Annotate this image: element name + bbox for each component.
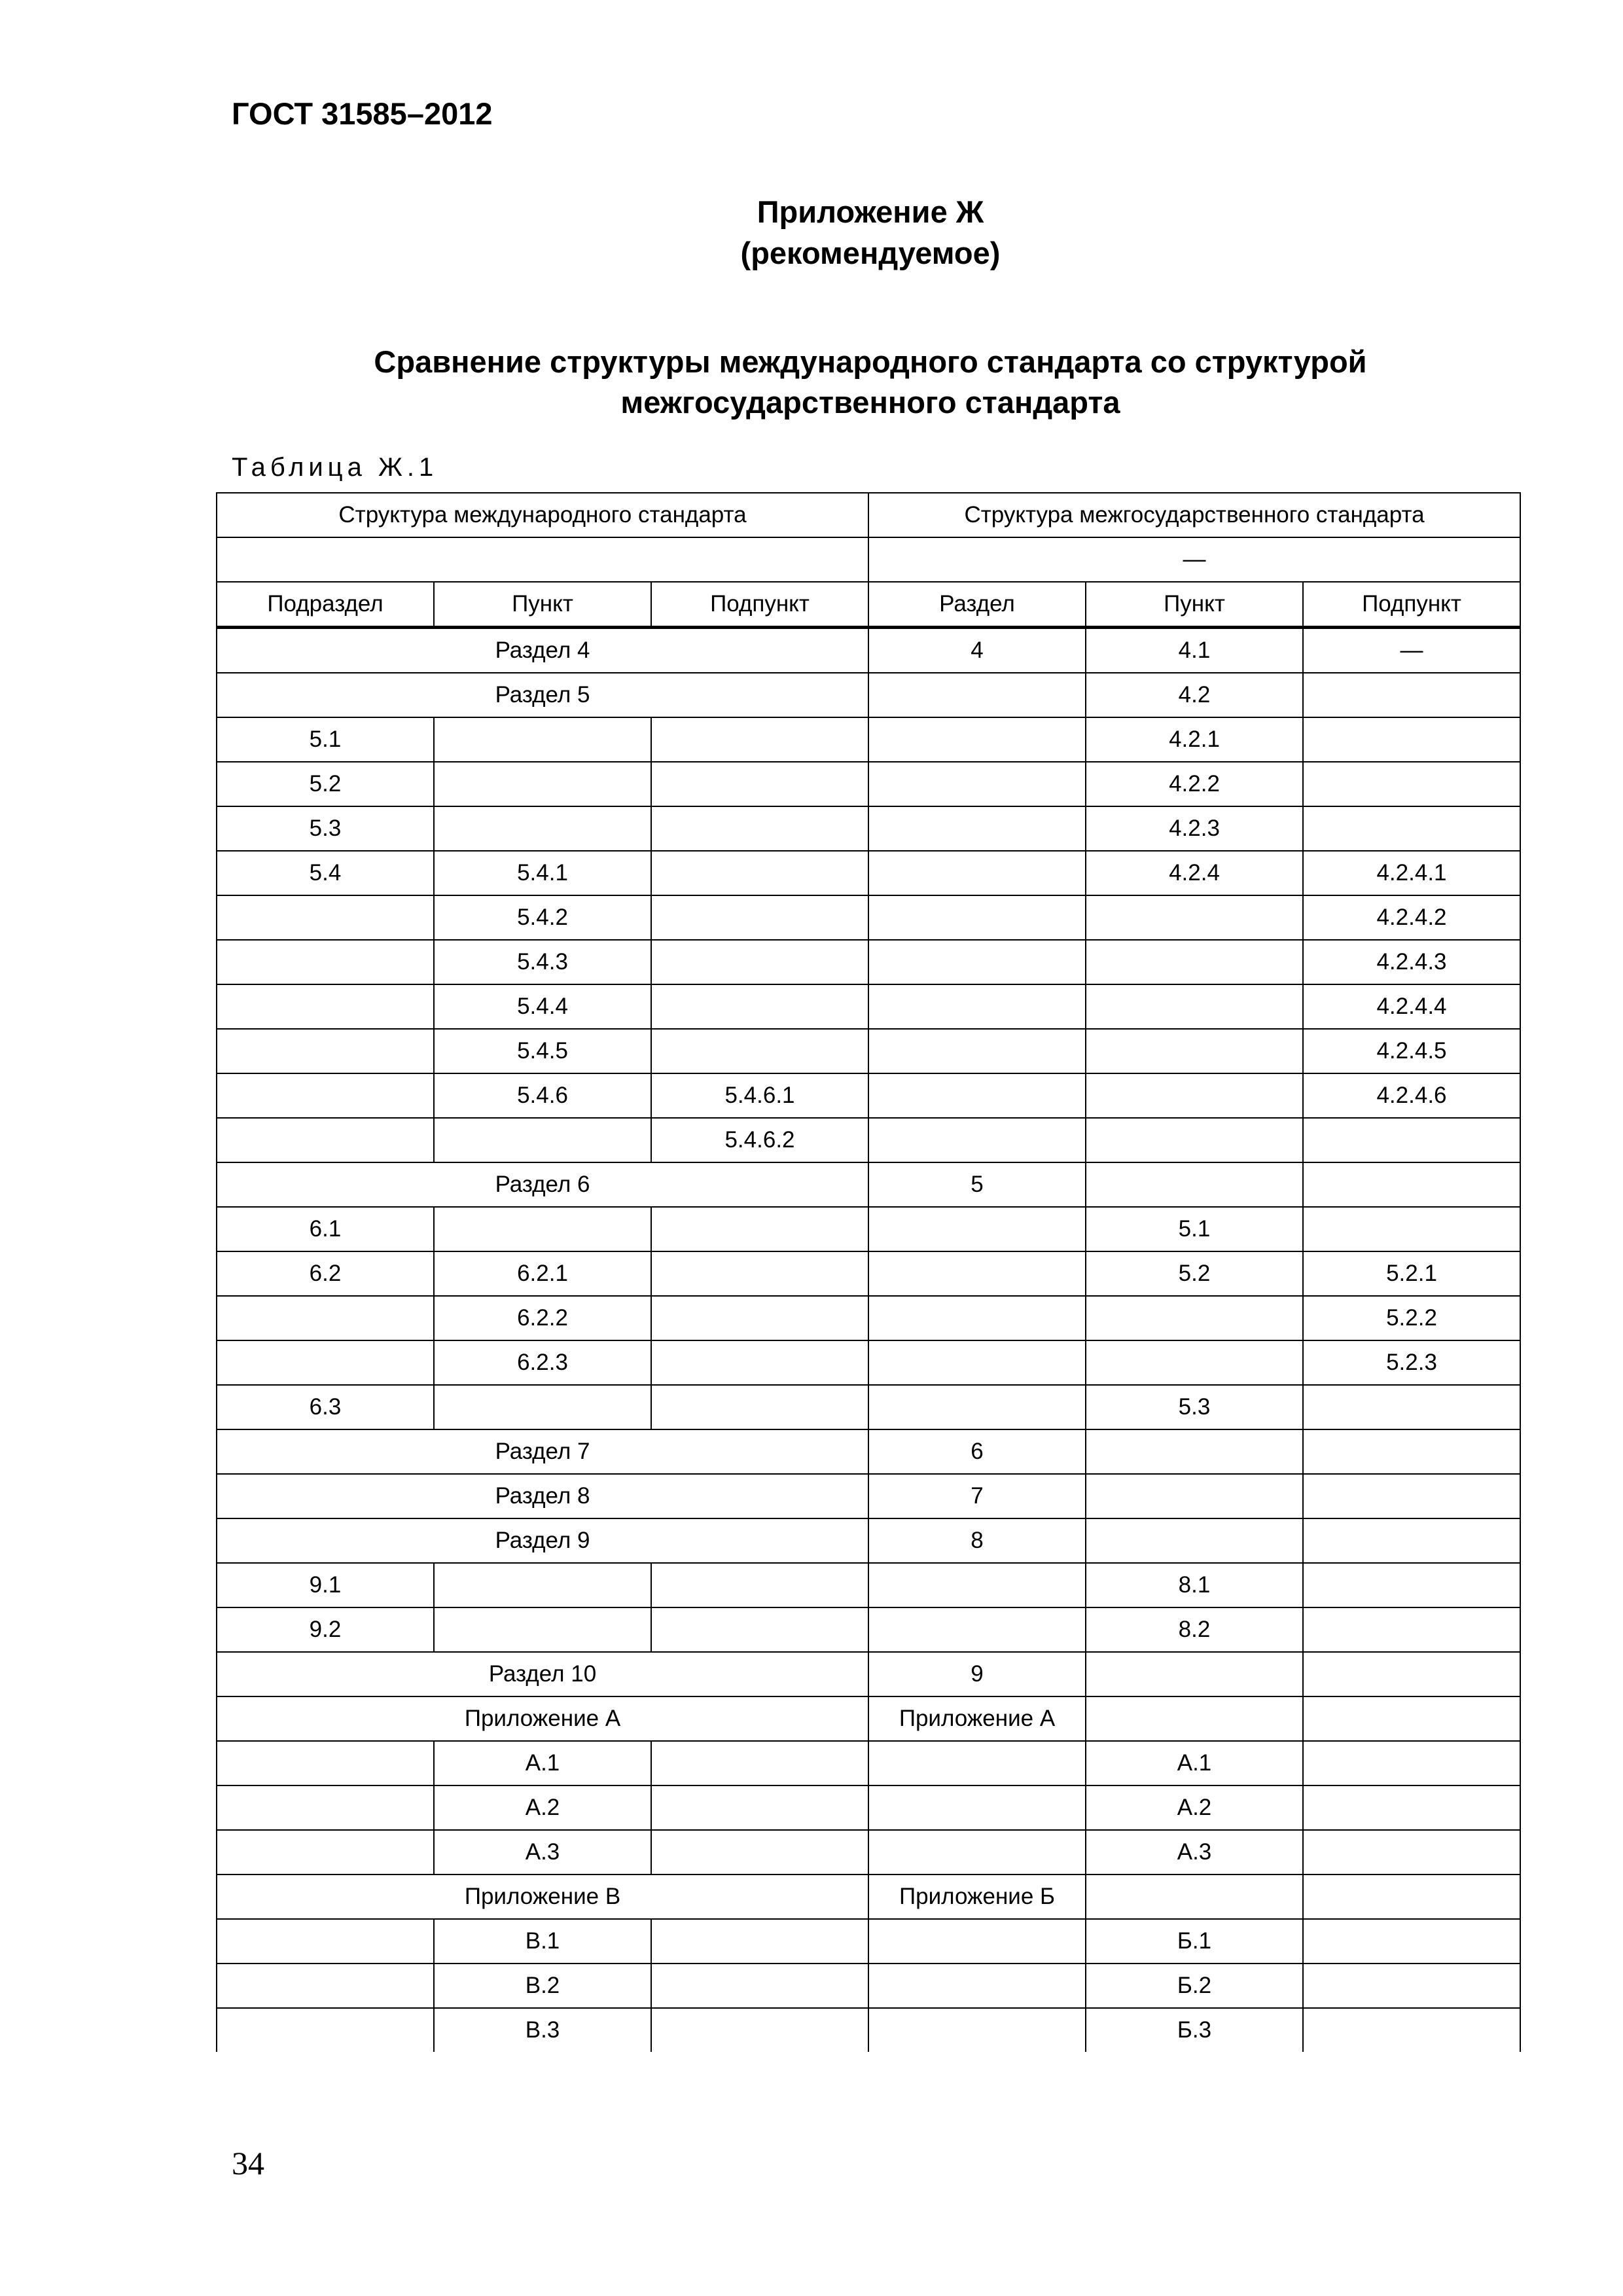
table-cell xyxy=(1303,1874,1520,1919)
table-body xyxy=(217,628,1520,2053)
table-cell: 5.1 xyxy=(217,717,434,762)
international-section-cell: Раздел 6 xyxy=(217,1162,868,1207)
table-cell: 6.2.2 xyxy=(434,1296,651,1340)
table-cell: 8.1 xyxy=(1086,1563,1303,1607)
table-row xyxy=(217,1919,1520,1964)
table-cell xyxy=(868,1251,1086,1296)
table-cell xyxy=(651,2008,868,2052)
table-group-header-row xyxy=(217,493,1520,537)
table-cell: 9.1 xyxy=(217,1563,434,1607)
table-cell xyxy=(868,1073,1086,1118)
table-cell: 6.1 xyxy=(217,1207,434,1251)
table-cell xyxy=(651,1741,868,1785)
table-cell: 5.4.4 xyxy=(434,984,651,1029)
table-cell: 9 xyxy=(868,1652,1086,1696)
international-section-cell: Раздел 4 xyxy=(217,628,868,673)
standard-code: ГОСТ 31585–2012 xyxy=(232,96,493,131)
table-row xyxy=(217,1830,1520,1874)
table-row xyxy=(217,1429,1520,1474)
table-cell xyxy=(1086,1118,1303,1162)
column-header: Подпункт xyxy=(651,582,868,628)
table-cell xyxy=(217,2008,434,2052)
table-cell xyxy=(1086,1296,1303,1340)
table-cell xyxy=(868,1964,1086,2008)
table-cell xyxy=(651,762,868,806)
table-cell xyxy=(434,762,651,806)
table-row xyxy=(217,1118,1520,1162)
table-cell: А.3 xyxy=(1086,1830,1303,1874)
table-cell xyxy=(217,1785,434,1830)
table-row xyxy=(217,2008,1520,2052)
table-cell: 4.2.1 xyxy=(1086,717,1303,762)
table-cell xyxy=(217,1073,434,1118)
table-cell: 6.2.1 xyxy=(434,1251,651,1296)
international-section-cell: Приложение В xyxy=(217,1874,868,1919)
table-cell xyxy=(1086,1518,1303,1563)
table-cell xyxy=(1303,1429,1520,1474)
table-cell xyxy=(1303,1785,1520,1830)
table-cell xyxy=(868,1785,1086,1830)
table-cell: 5.4.3 xyxy=(434,940,651,984)
table-cell xyxy=(434,1607,651,1652)
table-cell: — xyxy=(1303,628,1520,673)
international-section-cell: Приложение А xyxy=(217,1696,868,1741)
table-cell: 4.2.4.1 xyxy=(1303,851,1520,895)
table-cell: А.2 xyxy=(434,1785,651,1830)
table-cell xyxy=(1303,762,1520,806)
table-cell xyxy=(868,1607,1086,1652)
table-cell xyxy=(1303,1741,1520,1785)
page-number: 34 xyxy=(232,2145,264,2181)
table-cell xyxy=(1303,1652,1520,1696)
table-cell xyxy=(868,2008,1086,2052)
table-cell xyxy=(651,1785,868,1830)
table-cell xyxy=(1086,1652,1303,1696)
table-cell: 5.2.3 xyxy=(1303,1340,1520,1385)
table-cell: 5.4 xyxy=(217,851,434,895)
table-cell xyxy=(1303,1474,1520,1518)
table-row xyxy=(217,1741,1520,1785)
table-cell xyxy=(434,1563,651,1607)
table-cell xyxy=(868,940,1086,984)
table-cell xyxy=(868,1296,1086,1340)
table-cell xyxy=(1086,1340,1303,1385)
table-row xyxy=(217,1162,1520,1207)
table-cell xyxy=(1086,1429,1303,1474)
table-cell: 6.3 xyxy=(217,1385,434,1429)
table-caption: Таблица Ж.1 xyxy=(232,453,438,482)
interstate-note-cell: — xyxy=(868,537,1520,582)
table-cell xyxy=(1086,940,1303,984)
table-cell: 8.2 xyxy=(1086,1607,1303,1652)
table-cell xyxy=(651,895,868,940)
table-cell: В.3 xyxy=(434,2008,651,2052)
table-cell xyxy=(1303,1162,1520,1207)
table-cell xyxy=(434,1207,651,1251)
table-cell xyxy=(217,1296,434,1340)
table-cell: 6.2 xyxy=(217,1251,434,1296)
table-cell xyxy=(868,1340,1086,1385)
international-section-cell: Раздел 5 xyxy=(217,673,868,717)
table-cell: 5.2.2 xyxy=(1303,1296,1520,1340)
table-cell: 4.1 xyxy=(1086,628,1303,673)
table-cell: 4.2.4.3 xyxy=(1303,940,1520,984)
table-cell xyxy=(217,1340,434,1385)
table-cell xyxy=(1086,1696,1303,1741)
table-cell xyxy=(651,851,868,895)
column-header: Пункт xyxy=(434,582,651,628)
table-cell xyxy=(217,895,434,940)
structure-comparison-table xyxy=(216,492,1521,2052)
table-row xyxy=(217,1385,1520,1429)
table-cell xyxy=(217,984,434,1029)
table-row xyxy=(217,628,1520,673)
table-cell xyxy=(1086,1073,1303,1118)
table-cell: 4.2.4.6 xyxy=(1303,1073,1520,1118)
table-cell xyxy=(651,1919,868,1964)
table-cell xyxy=(651,1563,868,1607)
table-row xyxy=(217,806,1520,851)
table-cell: 5.2 xyxy=(1086,1251,1303,1296)
table-cell xyxy=(217,1741,434,1785)
table-cell xyxy=(868,895,1086,940)
table-cell xyxy=(651,984,868,1029)
table-cell: 5.2.1 xyxy=(1303,1251,1520,1296)
international-section-cell: Раздел 9 xyxy=(217,1518,868,1563)
table-cell xyxy=(651,940,868,984)
table-cell xyxy=(651,1296,868,1340)
table-cell: А.2 xyxy=(1086,1785,1303,1830)
table-cell xyxy=(651,1607,868,1652)
table-cell: 8 xyxy=(868,1518,1086,1563)
table-cell: 5.3 xyxy=(1086,1385,1303,1429)
table-cell: 4.2 xyxy=(1086,673,1303,717)
table-row xyxy=(217,1073,1520,1118)
table-cell xyxy=(1086,984,1303,1029)
table-column-header-row xyxy=(217,582,1520,628)
document-title-line-1: Сравнение структуры международного стандарта со структурой xyxy=(374,344,1367,379)
table-cell: 5.4.2 xyxy=(434,895,651,940)
table-cell xyxy=(434,806,651,851)
table-subheader-row xyxy=(217,537,1520,582)
table-cell xyxy=(868,984,1086,1029)
table-cell xyxy=(1086,1474,1303,1518)
table-cell xyxy=(868,1118,1086,1162)
table-row xyxy=(217,1607,1520,1652)
table-cell xyxy=(1303,1563,1520,1607)
table-cell: 5.4.5 xyxy=(434,1029,651,1073)
table-row xyxy=(217,1964,1520,2008)
table-row xyxy=(217,673,1520,717)
table-cell xyxy=(1303,673,1520,717)
table-row xyxy=(217,762,1520,806)
table-row xyxy=(217,1696,1520,1741)
table-cell: 5.4.1 xyxy=(434,851,651,895)
table-cell xyxy=(1086,1874,1303,1919)
table-cell xyxy=(868,1563,1086,1607)
table-row xyxy=(217,1874,1520,1919)
table-cell xyxy=(868,762,1086,806)
interstate-structure-header: Структура межгосударственного стандарта xyxy=(868,493,1520,537)
international-section-cell: Раздел 10 xyxy=(217,1652,868,1696)
table-cell xyxy=(868,1207,1086,1251)
table-cell xyxy=(434,717,651,762)
table-row xyxy=(217,1518,1520,1563)
table-cell: 5.4.6.2 xyxy=(651,1118,868,1162)
table-cell: 6.2.3 xyxy=(434,1340,651,1385)
table-cell: В.1 xyxy=(434,1919,651,1964)
table-row xyxy=(217,1563,1520,1607)
table-cell: 4.2.4.2 xyxy=(1303,895,1520,940)
table-cell xyxy=(434,1118,651,1162)
table-cell: 6 xyxy=(868,1429,1086,1474)
table-cell xyxy=(1303,806,1520,851)
table-cell xyxy=(1303,1964,1520,2008)
table-cell xyxy=(1303,717,1520,762)
table-cell xyxy=(868,717,1086,762)
table-cell: 5.3 xyxy=(217,806,434,851)
table-cell xyxy=(651,717,868,762)
table-cell xyxy=(868,1830,1086,1874)
document-title-line-2: межгосударственного стандарта xyxy=(620,385,1120,420)
table-cell xyxy=(651,1385,868,1429)
appendix-subtitle: (рекомендуемое) xyxy=(740,236,1001,270)
table-cell xyxy=(217,1964,434,2008)
table-cell xyxy=(651,1029,868,1073)
table-cell: 9.2 xyxy=(217,1607,434,1652)
table-cell xyxy=(1086,1029,1303,1073)
table-cell xyxy=(868,1385,1086,1429)
table-cell: 5.2 xyxy=(217,762,434,806)
table-cell: 4 xyxy=(868,628,1086,673)
table-cell xyxy=(868,673,1086,717)
table-cell xyxy=(217,1830,434,1874)
table-cell: Б.3 xyxy=(1086,2008,1303,2052)
table-cell: 4.2.4.4 xyxy=(1303,984,1520,1029)
table-cell: А.3 xyxy=(434,1830,651,1874)
table-cell xyxy=(868,1741,1086,1785)
table-row xyxy=(217,940,1520,984)
table-cell xyxy=(1303,1118,1520,1162)
table-row xyxy=(217,984,1520,1029)
table-cell: Приложение Б xyxy=(868,1874,1086,1919)
table-cell: 5.4.6.1 xyxy=(651,1073,868,1118)
table-cell: 5.1 xyxy=(1086,1207,1303,1251)
table-cell: 4.2.3 xyxy=(1086,806,1303,851)
table-cell: 5.4.6 xyxy=(434,1073,651,1118)
table-cell xyxy=(651,1251,868,1296)
table-row xyxy=(217,1474,1520,1518)
column-header: Подраздел xyxy=(217,582,434,628)
table-cell xyxy=(868,806,1086,851)
table-cell xyxy=(1086,895,1303,940)
table-cell xyxy=(1303,2008,1520,2052)
table-row xyxy=(217,1251,1520,1296)
table-cell: А.1 xyxy=(434,1741,651,1785)
table-cell xyxy=(1303,1518,1520,1563)
column-header: Раздел xyxy=(868,582,1086,628)
table-cell xyxy=(868,851,1086,895)
table-cell: Б.1 xyxy=(1086,1919,1303,1964)
table-cell: 5 xyxy=(868,1162,1086,1207)
table-cell xyxy=(434,1385,651,1429)
table-row xyxy=(217,895,1520,940)
table-row xyxy=(217,1652,1520,1696)
table-cell: Приложение А xyxy=(868,1696,1086,1741)
appendix-title: Приложение Ж xyxy=(757,194,984,229)
table-cell xyxy=(651,806,868,851)
table-cell xyxy=(1303,1919,1520,1964)
table-cell xyxy=(217,1029,434,1073)
column-header: Подпункт xyxy=(1303,582,1520,628)
table-cell xyxy=(1086,1162,1303,1207)
international-section-cell: Раздел 8 xyxy=(217,1474,868,1518)
table-row xyxy=(217,1029,1520,1073)
table-cell xyxy=(1303,1696,1520,1741)
table-cell xyxy=(868,1919,1086,1964)
table-cell: 4.2.4 xyxy=(1086,851,1303,895)
table-cell: А.1 xyxy=(1086,1741,1303,1785)
table-row xyxy=(217,717,1520,762)
table-row xyxy=(217,851,1520,895)
table-row xyxy=(217,1340,1520,1385)
table-cell xyxy=(1303,1830,1520,1874)
table-row xyxy=(217,1296,1520,1340)
table-cell xyxy=(217,1919,434,1964)
table-cell xyxy=(651,1207,868,1251)
table-cell xyxy=(1303,1607,1520,1652)
table-cell xyxy=(868,1029,1086,1073)
table-cell: Б.2 xyxy=(1086,1964,1303,2008)
table-cell xyxy=(1303,1207,1520,1251)
table-cell: 7 xyxy=(868,1474,1086,1518)
table-cell xyxy=(651,1340,868,1385)
table-cell: 4.2.4.5 xyxy=(1303,1029,1520,1073)
table-cell xyxy=(1303,1385,1520,1429)
table-cell xyxy=(217,940,434,984)
international-note-cell xyxy=(217,537,868,582)
table-cell xyxy=(651,1964,868,2008)
table-cell xyxy=(651,1830,868,1874)
table-cell xyxy=(217,1118,434,1162)
table-cell: В.2 xyxy=(434,1964,651,2008)
table-cell: 4.2.2 xyxy=(1086,762,1303,806)
column-header: Пункт xyxy=(1086,582,1303,628)
international-structure-header: Структура международного стандарта xyxy=(217,493,868,537)
table-row xyxy=(217,1207,1520,1251)
international-section-cell: Раздел 7 xyxy=(217,1429,868,1474)
table-row xyxy=(217,1785,1520,1830)
